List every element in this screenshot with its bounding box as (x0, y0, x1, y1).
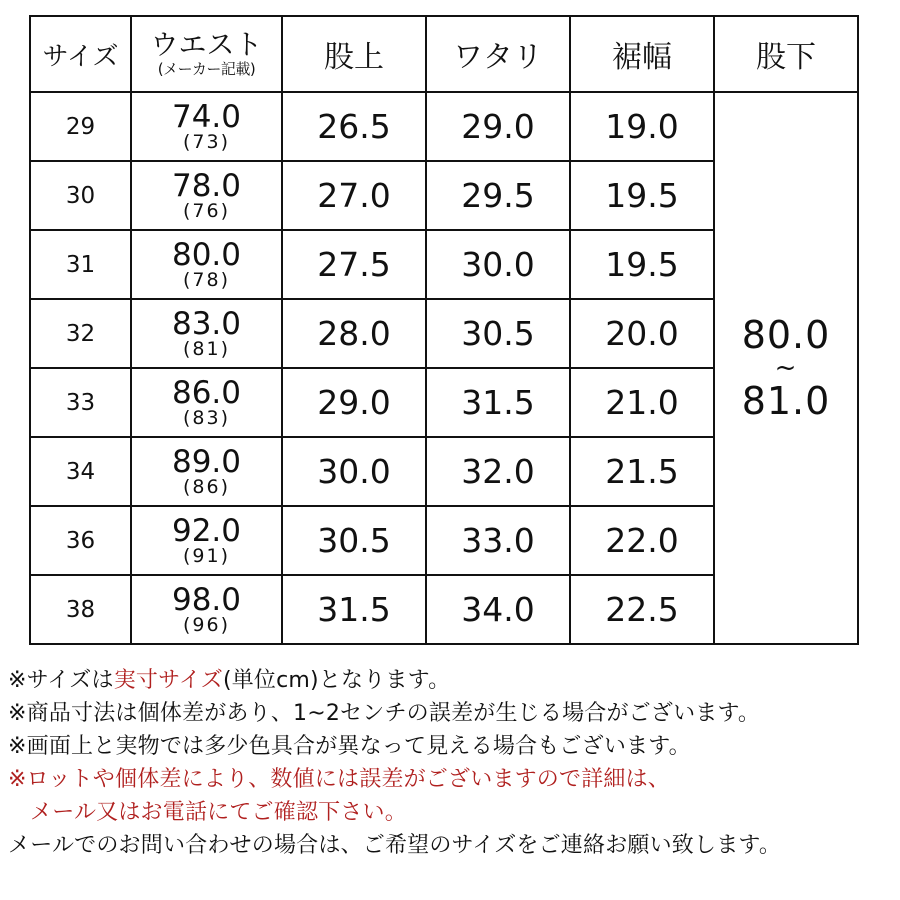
table-row (30, 92, 858, 161)
waist-label-value: (78) (182, 268, 230, 291)
waist-cell (131, 299, 282, 368)
hem-cell: 19.0 (570, 92, 714, 161)
thigh-cell: 33.0 (426, 506, 570, 575)
hem-cell: 21.5 (570, 437, 714, 506)
waist-value: 83.0 (171, 305, 242, 342)
hem-cell: 20.0 (570, 299, 714, 368)
note-unit-prefix: ※サイズは (8, 668, 114, 693)
waist-cell (131, 230, 282, 299)
rise-cell: 27.5 (282, 230, 426, 299)
note-contact: メール又はお電話にてご確認下さい。 (30, 800, 407, 825)
size-cell: 32 (30, 299, 131, 368)
inseam-cell (714, 92, 858, 644)
header-waist (131, 16, 282, 92)
note-inquiry: メールでのお問い合わせの場合は、ご希望のサイズをご連絡お願い致します。 (8, 833, 782, 858)
waist-label-value: (76) (182, 199, 230, 222)
header-rise: 股上 (282, 16, 426, 92)
rise-cell: 27.0 (282, 161, 426, 230)
waist-value: 86.0 (171, 374, 242, 411)
thigh-cell: 34.0 (426, 575, 570, 644)
note-unit (8, 664, 898, 697)
inseam-tilde: ~ (774, 353, 798, 383)
waist-label-value: (83) (182, 406, 230, 429)
note-unit-highlight: 実寸サイズ (113, 668, 223, 693)
thigh-cell: 29.5 (426, 161, 570, 230)
note-unit-suffix: (単位cm)となります。 (222, 668, 451, 693)
waist-label-value: (86) (182, 475, 230, 498)
rise-cell: 26.5 (282, 92, 426, 161)
size-cell: 31 (30, 230, 131, 299)
waist-cell (131, 506, 282, 575)
thigh-cell: 32.0 (426, 437, 570, 506)
thigh-cell: 30.0 (426, 230, 570, 299)
note-lot-variation: ※ロットや個体差により、数値には誤差がございますので詳細は、 (8, 767, 670, 792)
waist-cell (131, 368, 282, 437)
thigh-cell: 30.5 (426, 299, 570, 368)
waist-value: 89.0 (171, 443, 242, 480)
waist-label-value: (96) (182, 613, 230, 636)
header-waist-note: (メーカー記載) (157, 60, 256, 78)
header-row (30, 16, 858, 92)
rise-cell: 31.5 (282, 575, 426, 644)
waist-value: 74.0 (171, 98, 242, 135)
hem-cell: 19.5 (570, 161, 714, 230)
size-cell: 34 (30, 437, 131, 506)
hem-cell: 22.0 (570, 506, 714, 575)
waist-label-value: (81) (182, 337, 230, 360)
waist-cell (131, 575, 282, 644)
header-hem: 裾幅 (570, 16, 714, 92)
waist-cell (131, 161, 282, 230)
inseam-from: 80.0 (741, 313, 831, 357)
waist-cell (131, 92, 282, 161)
rise-cell: 29.0 (282, 368, 426, 437)
size-cell: 38 (30, 575, 131, 644)
notes-section (8, 664, 898, 862)
header-size: サイズ (30, 16, 131, 92)
size-cell: 33 (30, 368, 131, 437)
header-inseam: 股下 (714, 16, 858, 92)
thigh-cell: 29.0 (426, 92, 570, 161)
rise-cell: 30.0 (282, 437, 426, 506)
size-cell: 29 (30, 92, 131, 161)
header-thigh: ワタリ (426, 16, 570, 92)
waist-value: 98.0 (171, 581, 242, 618)
note-color: ※画面上と実物では多少色具合が異なって見える場合もございます。 (8, 734, 691, 759)
note-tolerance: ※商品寸法は個体差があり、1~2センチの誤差が生じる場合がございます。 (8, 701, 761, 726)
size-cell: 36 (30, 506, 131, 575)
rise-cell: 28.0 (282, 299, 426, 368)
waist-value: 78.0 (171, 167, 242, 204)
hem-cell: 19.5 (570, 230, 714, 299)
thigh-cell: 31.5 (426, 368, 570, 437)
hem-cell: 22.5 (570, 575, 714, 644)
header-waist-label: ウエスト (150, 28, 263, 61)
hem-cell: 21.0 (570, 368, 714, 437)
waist-value: 92.0 (171, 512, 242, 549)
waist-label-value: (73) (182, 130, 230, 153)
rise-cell: 30.5 (282, 506, 426, 575)
waist-value: 80.0 (171, 236, 242, 273)
inseam-to: 81.0 (741, 379, 831, 423)
waist-label-value: (91) (182, 544, 230, 567)
size-table (29, 15, 859, 645)
waist-cell (131, 437, 282, 506)
size-cell: 30 (30, 161, 131, 230)
